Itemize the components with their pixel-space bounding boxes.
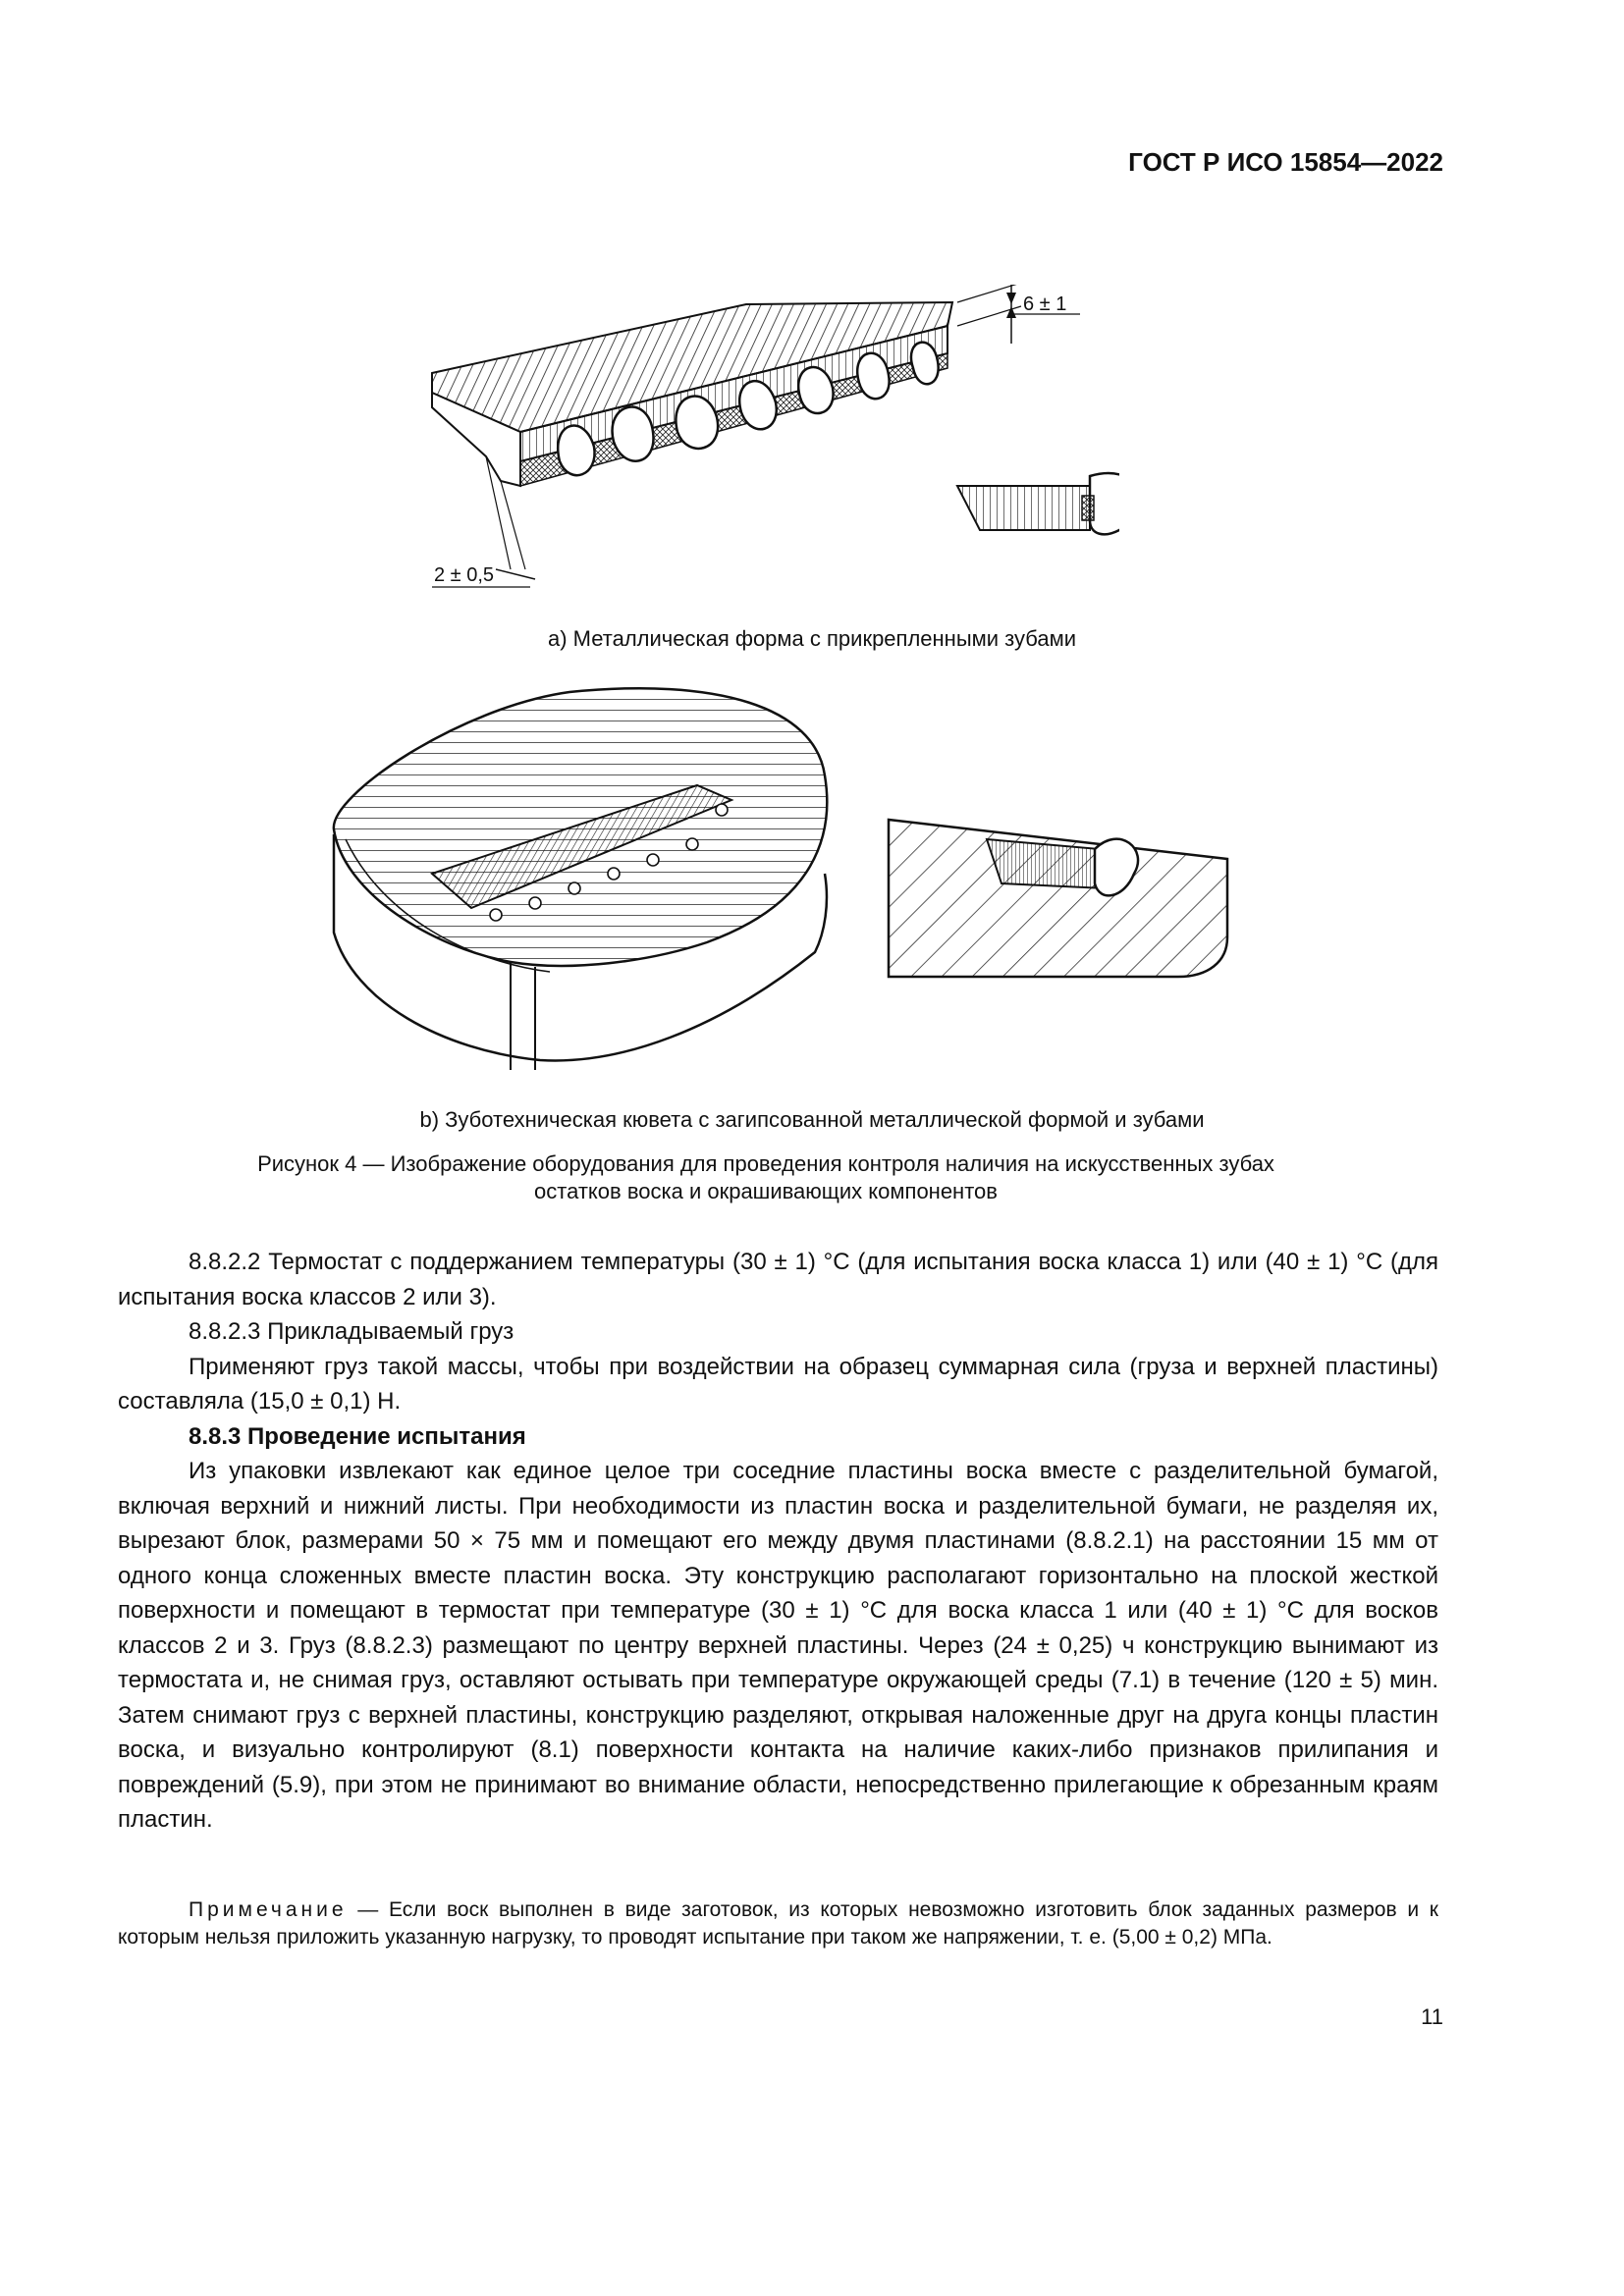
figure-title [177, 1150, 1355, 1205]
note-text: — Если воск выполнен в виде заготовок, из которых невозможно изготовить блок заданных размеров и к которым нельзя приложить указанную нагрузку, то проводят испытание при таком же напряжении, т. е. (5,00 ± 0,2) МПа. [118, 1898, 1438, 1949]
paragraph-procedure: Из упаковки извлекают как единое целое три соседние пластины воска вместе с разделительной бумагой, включая верхний и нижний листы. При необходимости из пластин воска и разделительной бумаги, не разделяя их, вырезают блок, размерами 50 × 75 мм и помещают его между двумя пластинами (8.8.2.1) на расстоянии 15 мм от одного конца сложенных вместе пластин воска. Эту конструкцию располагают горизонтально на плоской жесткой поверхности и помещают в термостат при температуре (30 ± 1) °C для воска класса 1 или (40 ± 1) °C для восков классов 2 и 3. Груз (8.8.2.3) размещают по центру верхней пластины. Через (24 ± 0,25) ч конструкцию вынимают из термостата и, не снимая груз, оставляют остывать при температуре окружающей среды (7.1) в течение (120 ± 5) мин. Затем снимают груз с верхней пластины, конструкцию разделяют, открывая наложенные друг на друга концы пластин воска, и визуально контролируют (8.1) поверхности контакта на наличие каких-либо признаков прилипания и повреждений (5.9), при этом не принимают во внимание области, непосредственно прилегающие к обрезанным краям пластин. [118, 1458, 1438, 1833]
paragraph-8-8-2-3: 8.8.2.3 Прикладываемый груз [189, 1318, 514, 1345]
figure-title-line-2: остатков воска и окрашивающих компонентов [534, 1179, 998, 1203]
caption-a: a) Металлическая форма с прикрепленными зубами [548, 626, 1076, 651]
page-number: 11 [1421, 2004, 1443, 2029]
figure-b-dental-flask [324, 677, 1247, 1090]
caption-b: b) Зуботехническая кювета с загипсованной металлической формой и зубами [419, 1107, 1205, 1132]
note [118, 1896, 1438, 1951]
paragraph-8-8-2-2: 8.8.2.2 Термостат с поддержанием температуры (30 ± 1) °C (для испытания воска класса 1) или (40 ± 1) °C (для испытания воска классов 2 или 3). [118, 1249, 1438, 1310]
figure-title-line-1: Рисунок 4 — Изображение оборудования для проведения контроля наличия на искусственных зубах [257, 1151, 1274, 1176]
note-label: Примечание [189, 1898, 348, 1921]
heading-8-8-3: 8.8.3 Проведение испытания [189, 1422, 526, 1450]
dimension-top-label: 6 ± 1 [1023, 294, 1067, 315]
body-text [118, 1245, 1438, 1838]
paragraph-load: Применяют груз такой массы, чтобы при воздействии на образец суммарная сила (груза и верхней пластины) составляла (15,0 ± 0,1) Н. [118, 1353, 1438, 1415]
dimension-bottom-label: 2 ± 0,5 [434, 564, 495, 586]
figure-a-metal-form [412, 285, 1119, 599]
document-header: ГОСТ Р ИСО 15854—2022 [1128, 147, 1443, 177]
